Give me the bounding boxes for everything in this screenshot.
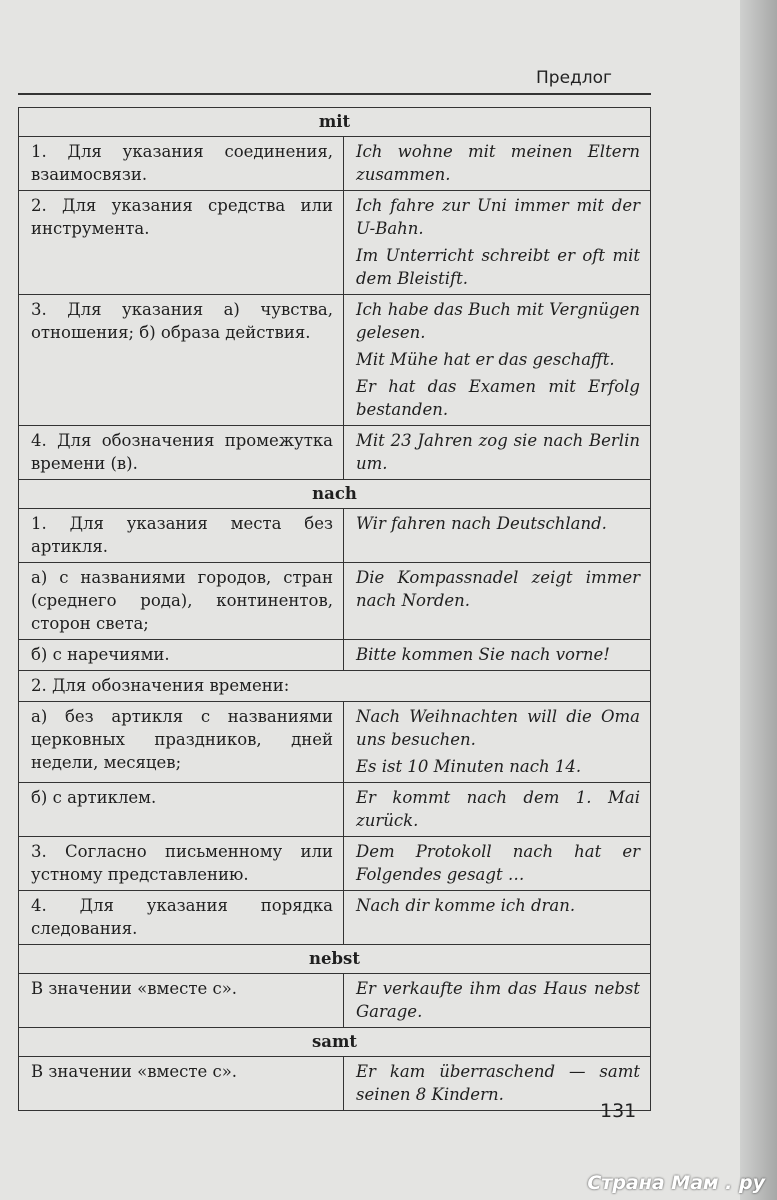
usage-cell: а) без артикля с названиями церковных праздников, дней недели, месяцев; [19, 702, 344, 783]
example-text: Dem Protokoll nach hat er Folgendes gesagt … [356, 842, 640, 884]
preposition-table [18, 107, 651, 1111]
example-cell [344, 509, 651, 563]
example-text: Nach dir komme ich dran. [356, 896, 576, 915]
book-page-edges [740, 0, 777, 1200]
usage-cell: 3. Согласно письменному или устному представлению. [19, 837, 344, 891]
example-cell [344, 702, 651, 783]
example-cell [344, 137, 651, 191]
section-heading: samt [19, 1028, 651, 1057]
example-text: Er kommt nach dem 1. Mai zurück. [356, 788, 640, 830]
usage-cell: 4. Для указания порядка следования. [19, 891, 344, 945]
example-text: Ich habe das Buch mit Vergnügen gelesen. [356, 300, 640, 342]
example-text: Ich fahre zur Uni immer mit der U-Bahn. [356, 196, 640, 238]
example-text: Im Unterricht schreibt er oft mit dem Bleistift. [356, 246, 640, 288]
table-row [19, 783, 651, 837]
example-cell [344, 891, 651, 945]
usage-cell: 3. Для указания а) чувства, отношения; б) образа действия. [19, 295, 344, 426]
page-number: 131 [600, 1100, 637, 1122]
example-cell [344, 837, 651, 891]
example-text: Mit Mühe hat er das geschafft. [356, 350, 615, 369]
example-text: Er kam überraschend — samt seinen 8 Kindern. [356, 1062, 640, 1104]
usage-cell: 4. Для обозначения промежутка времени (в). [19, 426, 344, 480]
table-row [19, 426, 651, 480]
usage-cell: 1. Для указания соединения, взаимосвязи. [19, 137, 344, 191]
example-cell [344, 563, 651, 640]
table-row [19, 702, 651, 783]
table-row [19, 1057, 651, 1111]
example-cell [344, 974, 651, 1028]
usage-cell: б) с артиклем. [19, 783, 344, 837]
example-text: Nach Weihnachten will die Oma uns besuchen. [356, 707, 640, 749]
table-row [19, 671, 651, 702]
section-heading-row [19, 945, 651, 974]
usage-cell: В значении «вместе с». [19, 1057, 344, 1111]
table-row [19, 191, 651, 295]
section-heading-row [19, 108, 651, 137]
example-text: Wir fahren nach Deutschland. [356, 514, 607, 533]
table-row [19, 640, 651, 671]
example-cell [344, 426, 651, 480]
section-heading-row [19, 1028, 651, 1057]
table-row [19, 509, 651, 563]
section-heading: nebst [19, 945, 651, 974]
example-cell [344, 295, 651, 426]
table-row [19, 837, 651, 891]
example-text: Ich wohne mit meinen Eltern zusammen. [356, 142, 640, 184]
example-text: Er verkaufte ihm das Haus nebst Garage. [356, 979, 640, 1021]
usage-cell: В значении «вместе с». [19, 974, 344, 1028]
usage-cell: а) с названиями городов, стран (среднего рода), континентов, сторон света; [19, 563, 344, 640]
example-cell [344, 191, 651, 295]
section-heading: mit [19, 108, 651, 137]
example-text: Es ist 10 Minuten nach 14. [356, 757, 582, 776]
watermark-text: Страна Мам . ру [587, 1172, 765, 1194]
example-cell [344, 640, 651, 671]
running-header: Предлог [536, 68, 612, 88]
table-row [19, 295, 651, 426]
usage-cell: б) с наречиями. [19, 640, 344, 671]
table-row [19, 891, 651, 945]
usage-cell: 2. Для указания средства или инструмента. [19, 191, 344, 295]
example-text: Er hat das Examen mit Erfolg bestanden. [356, 377, 640, 419]
table-row [19, 974, 651, 1028]
table-row [19, 563, 651, 640]
example-text: Die Kompassnadel zeigt immer nach Norden. [356, 568, 640, 610]
section-heading-row [19, 480, 651, 509]
usage-cell: 1. Для указания места без артикля. [19, 509, 344, 563]
usage-cell: 2. Для обозначения времени: [19, 671, 651, 702]
header-rule [18, 93, 651, 95]
example-cell [344, 783, 651, 837]
section-heading: nach [19, 480, 651, 509]
example-text: Mit 23 Jahren zog sie nach Berlin um. [356, 431, 640, 473]
example-text: Bitte kommen Sie nach vorne! [356, 645, 610, 664]
table-row [19, 137, 651, 191]
